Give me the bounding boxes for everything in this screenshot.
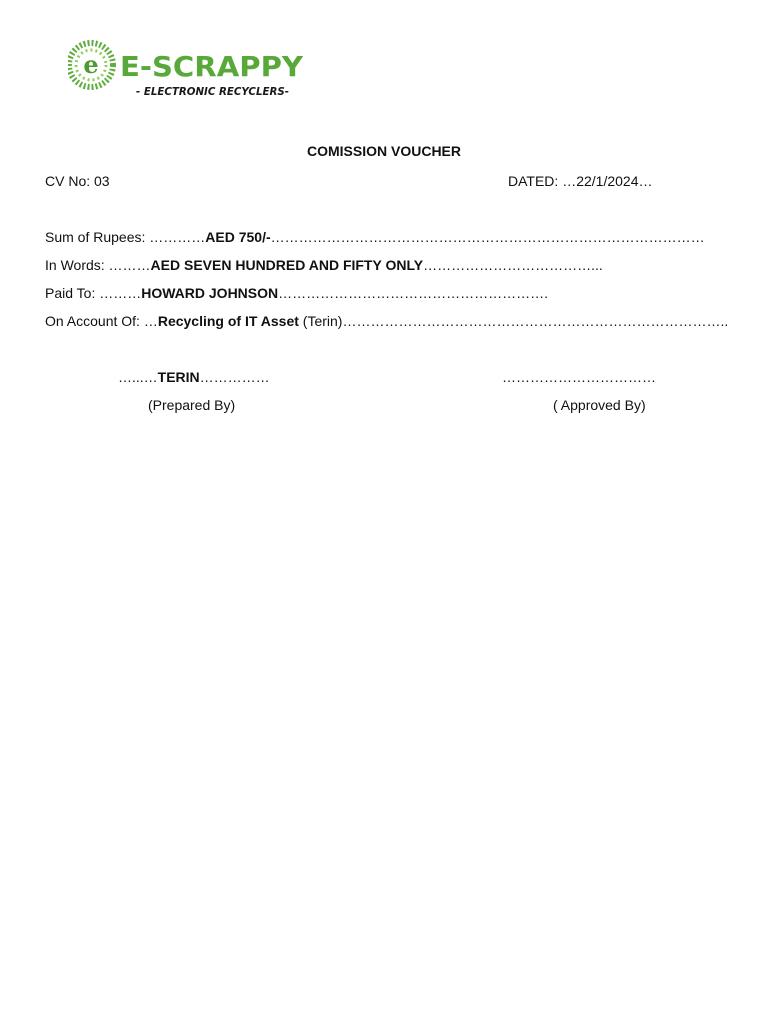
account-note: (Terin) — [298, 313, 343, 329]
paid-value: HOWARD JOHNSON — [141, 285, 279, 301]
paid-lead: ……… — [99, 285, 142, 301]
svg-text:e: e — [83, 50, 99, 79]
dated-lead: … — [562, 173, 577, 189]
sum-lead: ………… — [149, 229, 206, 245]
sum-of-rupees-row — [45, 229, 705, 245]
account-label: On Account Of: — [45, 313, 140, 329]
approved-by-signature-line: …………………………… — [502, 369, 656, 385]
e-scrappy-logo-icon — [68, 34, 308, 98]
account-lead: … — [143, 313, 158, 329]
sum-trail: ………………………………………………………………………………… — [270, 229, 705, 245]
prepared-name: TERIN — [157, 369, 200, 385]
cv-number-row — [45, 173, 110, 189]
prepared-lead: …...… — [118, 369, 158, 385]
sum-label: Sum of Rupees: — [45, 229, 146, 245]
sum-value: AED 750/- — [205, 229, 271, 245]
prepared-by-caption: (Prepared By) — [148, 397, 236, 413]
dated-row — [508, 173, 653, 189]
logo-tagline: - ELECTRONIC RECYCLERS- — [136, 85, 289, 98]
prepared-trail: …………… — [199, 369, 270, 385]
cv-number-label: CV No: — [45, 173, 91, 189]
paid-to-row — [45, 285, 548, 301]
cv-number-value: 03 — [94, 173, 110, 189]
account-trail: ……………………………………………………………………….. — [342, 313, 729, 329]
account-value: Recycling of IT Asset — [157, 313, 299, 329]
on-account-of-row — [45, 313, 728, 329]
approved-by-caption: ( Approved By) — [553, 397, 646, 413]
voucher-title: COMISSION VOUCHER — [306, 143, 461, 159]
dated-value: 22/1/2024 — [576, 173, 639, 189]
company-logo — [68, 34, 308, 98]
paid-trail: …………………………………………………. — [278, 285, 549, 301]
in-words-row — [45, 257, 603, 273]
words-label: In Words: — [45, 257, 105, 273]
words-trail: ………………………………... — [423, 257, 603, 273]
dated-trail: … — [638, 173, 653, 189]
prepared-by-signature — [118, 369, 270, 385]
logo-brand-text: E-SCRAPPY — [120, 50, 304, 83]
words-lead: ……… — [108, 257, 151, 273]
paid-label: Paid To: — [45, 285, 96, 301]
dated-label: DATED: — [508, 173, 559, 189]
words-value: AED SEVEN HUNDRED AND FIFTY ONLY — [150, 257, 424, 273]
